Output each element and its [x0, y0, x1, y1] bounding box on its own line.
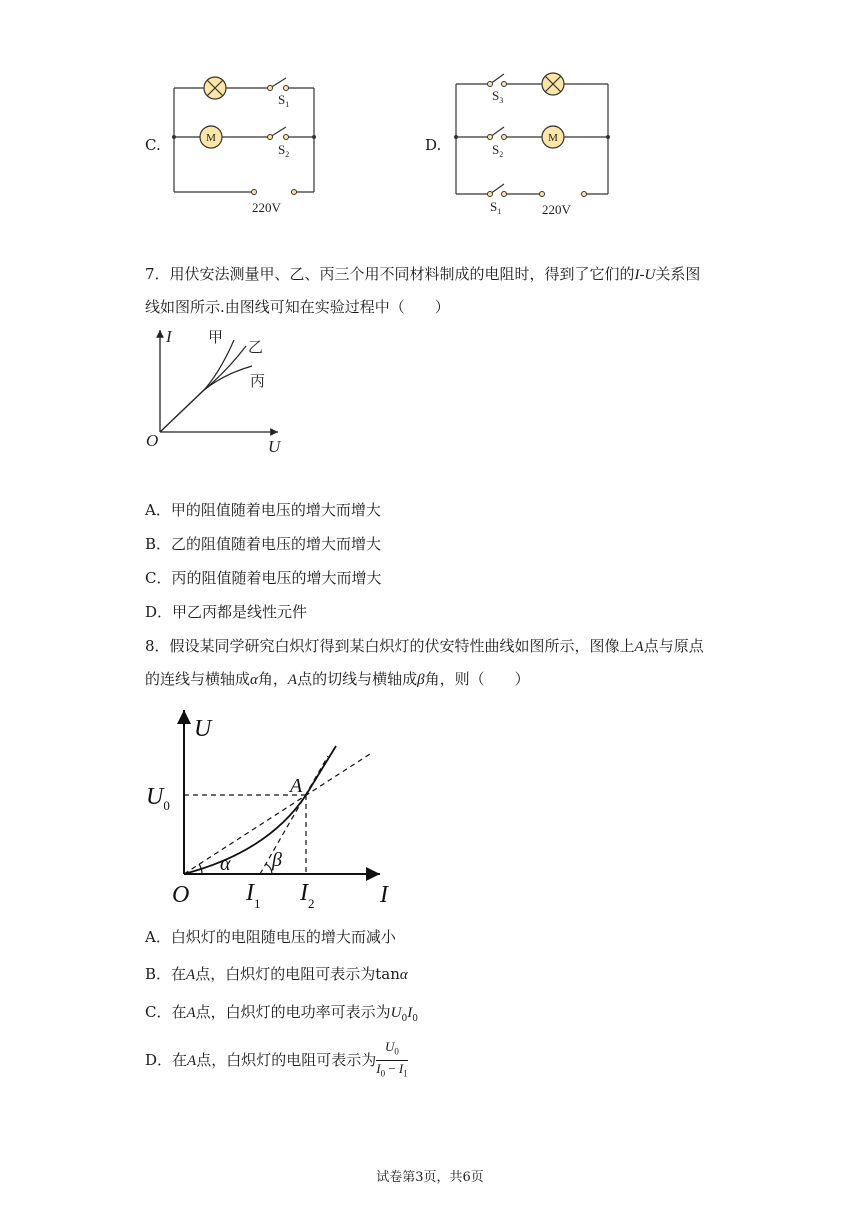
ui-curve: [184, 746, 336, 874]
resistance-fraction: $\frac{U_0}{I_0 - I_1}$: [376, 1039, 408, 1079]
switch-s1-label: $S_1$: [278, 92, 290, 109]
q7-option-b[interactable]: B．乙的阻值随着电压的增大而增大: [145, 535, 382, 553]
svg-text:I1: $I_1$: [246, 880, 261, 911]
q8-option-d[interactable]: D．在A点，白炽灯的电阻可表示为 $\frac{U_0}{I_0 - I_1}$: [145, 1039, 408, 1079]
curve-bing: [160, 366, 252, 432]
q8-option-b[interactable]: B．在A点，白炽灯的电阻可表示为tanα: [145, 965, 408, 983]
svg-text:I: I: [166, 327, 172, 346]
svg-text:M: M: [206, 132, 216, 144]
circuit-option-c: [168, 70, 328, 220]
q7-stem-line2: 线如图所示.由图线可知在实验过程中（ ）: [145, 298, 450, 316]
motor-icon: [542, 126, 564, 148]
svg-text:乙: 乙: [248, 340, 264, 356]
q7-option-a[interactable]: A．甲的阻值随着电压的增大而增大: [145, 501, 381, 519]
q8-stem-line1: 8．假设某同学研究白炽灯得到某白炽灯的伏安特性曲线如图所示，图像上A点与原点: [145, 637, 704, 655]
svg-text:U: U: [268, 437, 281, 456]
curve-jia: [160, 340, 234, 432]
q8-option-a[interactable]: A．白炽灯的电阻随电压的增大而减小: [145, 928, 396, 946]
svg-text:甲: 甲: [208, 330, 224, 346]
circuit-option-d: [450, 70, 620, 220]
page-footer: 试卷第3页，共6页: [376, 1170, 484, 1185]
svg-text:O: O: [146, 431, 159, 450]
svg-text:I: I: [380, 882, 388, 908]
q7-option-c[interactable]: C．丙的阻值随着电压的增大而增大: [145, 569, 382, 587]
svg-text:丙: 丙: [250, 374, 266, 390]
q8-option-c[interactable]: C．在A点，白炽灯的电功率可表示为$U_0I_0$: [145, 1003, 418, 1024]
q7-iu-graph: [140, 322, 300, 462]
switch-s2-label: $S_2$: [278, 142, 290, 159]
lamp-icon: [542, 73, 564, 95]
q7-stem-line1: 7．用伏安法测量甲、乙、丙三个用不同材料制成的电阻时，得到了它们的I-U关系图: [145, 265, 701, 283]
option-c-label: C.: [145, 136, 161, 154]
switch-s2-label: $S_2$: [492, 142, 504, 159]
switch-s1-label: $S_1$: [490, 199, 502, 216]
q8-ui-graph: [140, 702, 410, 922]
switch-s3-label: $S_3$: [492, 88, 504, 105]
voltage-label: 220V: [252, 200, 281, 215]
q8-stem-line2: 的连线与横轴成α角，A点的切线与横轴成β角，则（ ）: [145, 670, 530, 688]
svg-text:M: M: [548, 132, 558, 144]
option-d-label: D.: [425, 136, 442, 154]
tangent-line: [260, 756, 328, 874]
svg-text:I2: $I_2$: [300, 880, 315, 911]
svg-text:U0: $U_0$: [146, 784, 170, 813]
q7-option-d[interactable]: D．甲乙丙都是线性元件: [145, 603, 308, 621]
motor-icon: [200, 126, 222, 148]
svg-text:A: A: [290, 775, 303, 797]
lamp-icon: [204, 77, 226, 99]
svg-text:α: α: [220, 853, 231, 875]
svg-text:β: β: [272, 849, 282, 871]
svg-text:U: U: [194, 716, 212, 742]
voltage-label: 220V: [542, 202, 571, 217]
svg-text:O: O: [172, 882, 190, 908]
